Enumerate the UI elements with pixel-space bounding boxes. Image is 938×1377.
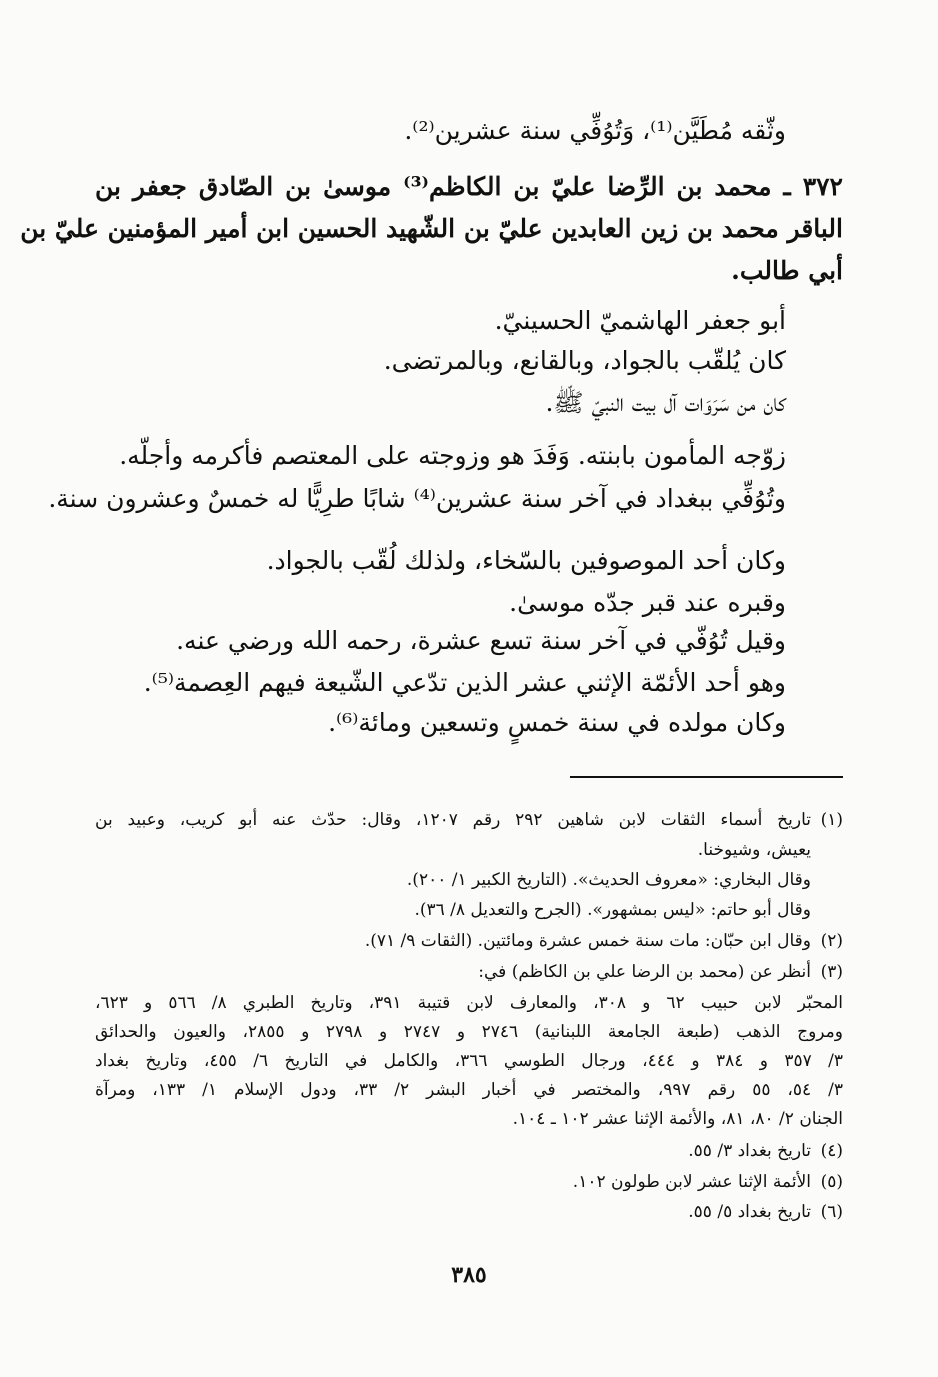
entry-heading-line: أبي طالب. (731, 256, 843, 285)
footnote-text: تاريخ بغداد ٥/ ٥٥. (688, 1202, 811, 1222)
footnote (95, 1170, 843, 1194)
entry-heading-line: ٣٧٢ ـ محمد بن الرِّضا عليّ بن الكاظم⁽³⁾ موسىٰ بن الصّادق جعفر بن (95, 172, 843, 201)
footnote-separator (570, 776, 843, 778)
paragraph: كان من سَرَوَات آل بيت النبيّ ﷺ. (545, 388, 786, 417)
footnote-text: وقال أبو حاتم: «ليس بمشهور». (الجرح والتعديل ٨/ ٣٦). (414, 900, 811, 920)
paragraph: وتُوُفِّي ببغداد في آخر سنة عشرين⁽⁴⁾ شابًا طرِيًّا له خمسٌ وعشرون سنة. (48, 484, 786, 513)
paragraph: أبو جعفر الهاشميّ الحسينيّ. (494, 306, 786, 335)
paragraph: وكان أحد الموصوفين بالسّخاء، ولذلك لُقّب بالجواد. (266, 546, 786, 575)
footnote-text: أنظر عن (محمد بن الرضا علي بن الكاظم) في: (478, 962, 811, 982)
footnote (95, 960, 843, 984)
footnote-text: ٣/ ٥٤، ٥٥ رقم ٩٩٧، والمختصر في أخبار البشر ٢/ ٣٣، ودول الإسلام ١/ ١٣٣، ومرآة (95, 1080, 843, 1100)
footnote-number: (٢) (820, 931, 843, 951)
footnote-number: (٣) (820, 962, 843, 982)
footnote-text: الأئمة الإثنا عشر لابن طولون ١٠٢. (572, 1172, 811, 1192)
page-number: ٣٨٥ (451, 1262, 487, 1288)
paragraph: وهو أحد الأئمّة الإثني عشر الذين تدّعي الشّيعة فيهم العِصمة⁽⁵⁾. (143, 668, 786, 697)
footnote (95, 808, 843, 832)
paragraph: وكان مولده في سنة خمسٍ وتسعين ومائة⁽⁶⁾. (328, 708, 786, 737)
footnote-text: الجنان ٢/ ٨٠، ٨١، والأئمة الإثنا عشر ١٠٢ ـ ١٠٤. (512, 1109, 843, 1129)
paragraph: وقبره عند قبر جدّه موسىٰ. (509, 588, 786, 617)
paragraph: وقيل تُوُفّي في آخر سنة تسع عشرة، رحمه الله ورضي عنه. (176, 626, 786, 655)
footnote-text: ومروج الذهب (طبعة الجامعة اللبنانية) ٢٧٤٦ و ٢٧٤٧ و ٢٧٩٨ و ٢٨٥٥، والعيون والحدائق (95, 1022, 843, 1042)
footnote-text: يعيش، وشيوخنا. (697, 840, 811, 860)
footnote-text: ٣/ ٣٥٧ و ٣٨٤ و ٤٤٤، ورجال الطوسي ٣٦٦، والكامل في التاريخ ٦/ ٤٥٥، وتاريخ بغداد (95, 1051, 844, 1071)
footnote-number: (٥) (820, 1172, 843, 1192)
footnote-text: المحبّر لابن حبيب ٦٢ و ٣٠٨، والمعارف لابن قتيبة ٣٩١، وتاريخ الطبري ٨/ ٥٦٦ و ٦٢٣، (95, 993, 843, 1013)
footnote (95, 929, 843, 953)
text-line: وثّقه مُطَيَّن⁽¹⁾، وَتُوُفِّي سنة عشرين⁽²⁾. (404, 116, 786, 145)
footnote-number: (٦) (820, 1202, 843, 1222)
footnote-text: تاريخ أسماء الثقات لابن شاهين ٢٩٢ رقم ١٢٠٧، وقال: حدّث عنه أبو كريب، وعبيد بن (95, 810, 811, 830)
footnote (95, 1139, 843, 1163)
footnote-number: (٤) (820, 1141, 843, 1161)
paragraph: كان يُلقّب بالجواد، وبالقانع، وبالمرتضى. (383, 346, 786, 375)
entry-heading-line: الباقر محمد بن زين العابدين عليّ بن الشّهيد الحسين ابن أمير المؤمنين عليّ بن (20, 214, 843, 243)
footnote-text: وقال ابن حبّان: مات سنة خمس عشرة ومائتين. (الثقات ٩/ ٧١). (364, 931, 811, 951)
footnote (95, 1200, 843, 1224)
footnote-text: وقال البخاري: «معروف الحديث». (التاريخ الكبير ١/ ٢٠٠). (406, 870, 811, 890)
footnote-text: تاريخ بغداد ٣/ ٥٥. (688, 1141, 811, 1161)
footnote-number: (١) (820, 810, 843, 830)
paragraph: زوّجه المأمون بابنته. وَفَدَ هو وزوجته على المعتصم فأكرمه وأجلّه. (119, 441, 786, 470)
